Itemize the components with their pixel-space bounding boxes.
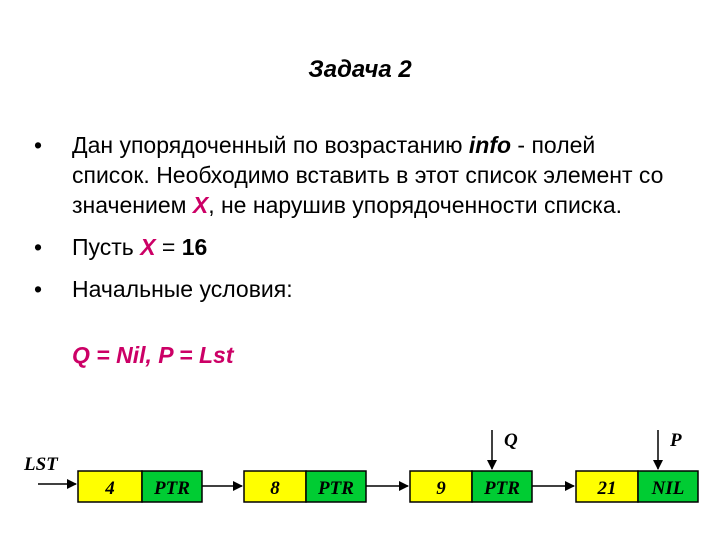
initial-conditions-label: Начальные условия: xyxy=(72,276,293,302)
node-info-value: 8 xyxy=(270,478,280,499)
list-node-2 xyxy=(244,471,366,502)
task-text-1: Дан упорядоченный по возрастанию xyxy=(72,132,469,158)
node-info-value: 9 xyxy=(436,478,446,499)
node-info-value: 4 xyxy=(105,478,115,499)
equals-sign: = xyxy=(155,234,182,260)
x-variable: X xyxy=(140,234,156,260)
node-ptr-value: NIL xyxy=(651,478,685,499)
p-label: P xyxy=(670,430,682,451)
bullet-dot: • xyxy=(34,132,43,158)
bullet-dot: • xyxy=(34,234,43,260)
list-node-1 xyxy=(78,471,202,502)
node-ptr-value: PTR xyxy=(484,478,520,499)
node-ptr-value: PTR xyxy=(318,478,354,499)
x-variable: X xyxy=(192,192,209,218)
task-text-3: , не нарушив упорядоченности списка. xyxy=(208,192,623,218)
bullet-dot: • xyxy=(34,276,43,302)
q-label: Q xyxy=(504,430,518,451)
initial-conditions: Q = Nil, P = Lst xyxy=(72,342,234,368)
list-node-4 xyxy=(576,471,698,502)
node-ptr-value: PTR xyxy=(154,478,190,499)
let-text: Пусть xyxy=(72,234,141,260)
info-keyword: info xyxy=(468,132,512,158)
task-text-2: - полей список. Необходимо вставить в этот список элемент со значением xyxy=(72,132,664,218)
slide-title: Задача 2 xyxy=(308,56,412,83)
lst-label: LST xyxy=(24,454,58,475)
x-value: 16 xyxy=(181,234,208,260)
node-info-value: 21 xyxy=(597,478,617,499)
list-node-3 xyxy=(410,471,532,502)
